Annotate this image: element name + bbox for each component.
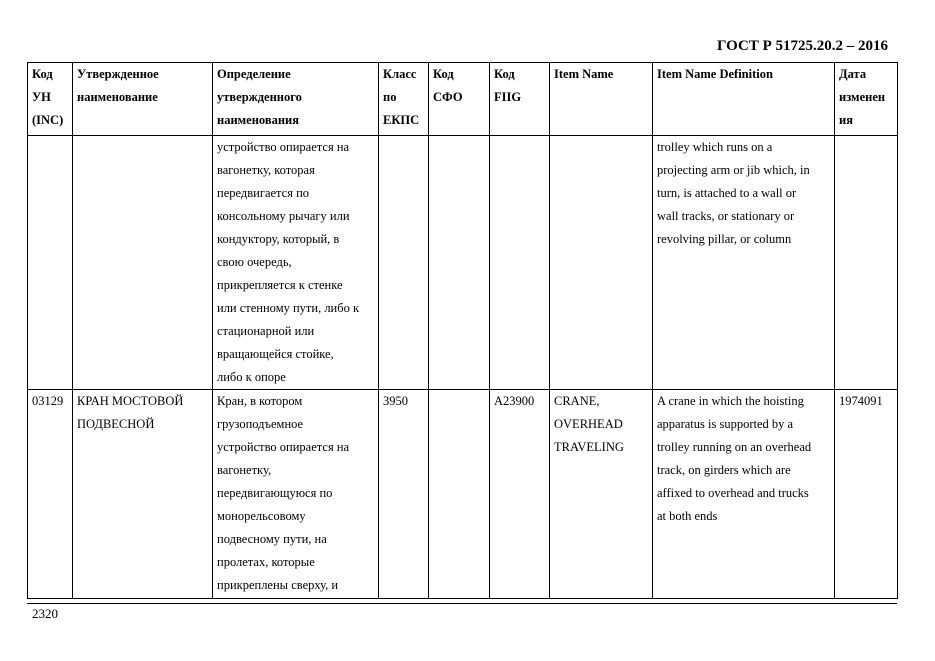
header-inc-code: Код УН (INC) bbox=[28, 63, 73, 136]
header-sfo-code: Код СФО bbox=[429, 63, 490, 136]
table-bottom-border bbox=[27, 603, 897, 604]
cell-inc-code bbox=[28, 136, 73, 390]
header-ekps-class: Класс по ЕКПС bbox=[379, 63, 429, 136]
cell-fiig-code: A23900 bbox=[490, 390, 550, 599]
cell-item-name: CRANE, OVERHEAD TRAVELING bbox=[550, 390, 653, 599]
header-approved-name: Утвержденное наименование bbox=[73, 63, 213, 136]
cell-definition: устройство опирается на вагонетку, которая передвигается по консольному рычагу или кондуктору, который, в свою очередь, прикрепляется к стенке или стенному пути, либо к стационарной или вращающейся стойке, либо к опоре bbox=[213, 136, 379, 390]
catalog-table bbox=[27, 62, 898, 599]
cell-item-definition: trolley which runs on a projecting arm or jib which, in turn, is attached to a wall or wall tracks, or stationary or revolving pillar, or column bbox=[653, 136, 835, 390]
cell-ekps-class: 3950 bbox=[379, 390, 429, 599]
cell-change-date: 1974091 bbox=[835, 390, 898, 599]
cell-sfo-code bbox=[429, 390, 490, 599]
cell-item-name bbox=[550, 136, 653, 390]
cell-item-definition: A crane in which the hoisting apparatus is supported by a trolley running on an overhead track, on girders which are affixed to overhead and trucks at both ends bbox=[653, 390, 835, 599]
header-fiig-code: Код FIIG bbox=[490, 63, 550, 136]
table-row bbox=[28, 390, 898, 599]
table-row bbox=[28, 136, 898, 390]
header-definition: Определение утвержденного наименования bbox=[213, 63, 379, 136]
header-item-definition: Item Name Definition bbox=[653, 63, 835, 136]
document-standard-header: ГОСТ Р 51725.20.2 – 2016 bbox=[716, 38, 888, 54]
header-change-date: Дата изменен ия bbox=[835, 63, 898, 136]
cell-inc-code: 03129 bbox=[28, 390, 73, 599]
cell-definition: Кран, в котором грузоподъемное устройство опирается на вагонетку, передвигающуюся по монорельсовому подвесному пути, на пролетах, которые прикреплены сверху, и bbox=[213, 390, 379, 599]
cell-change-date bbox=[835, 136, 898, 390]
cell-approved-name bbox=[73, 136, 213, 390]
cell-ekps-class bbox=[379, 136, 429, 390]
table-header-row bbox=[28, 63, 898, 136]
cell-approved-name: КРАН МОСТОВОЙ ПОДВЕСНОЙ bbox=[73, 390, 213, 599]
cell-sfo-code bbox=[429, 136, 490, 390]
cell-fiig-code bbox=[490, 136, 550, 390]
page-number: 2320 bbox=[32, 606, 58, 621]
header-item-name: Item Name bbox=[550, 63, 653, 136]
